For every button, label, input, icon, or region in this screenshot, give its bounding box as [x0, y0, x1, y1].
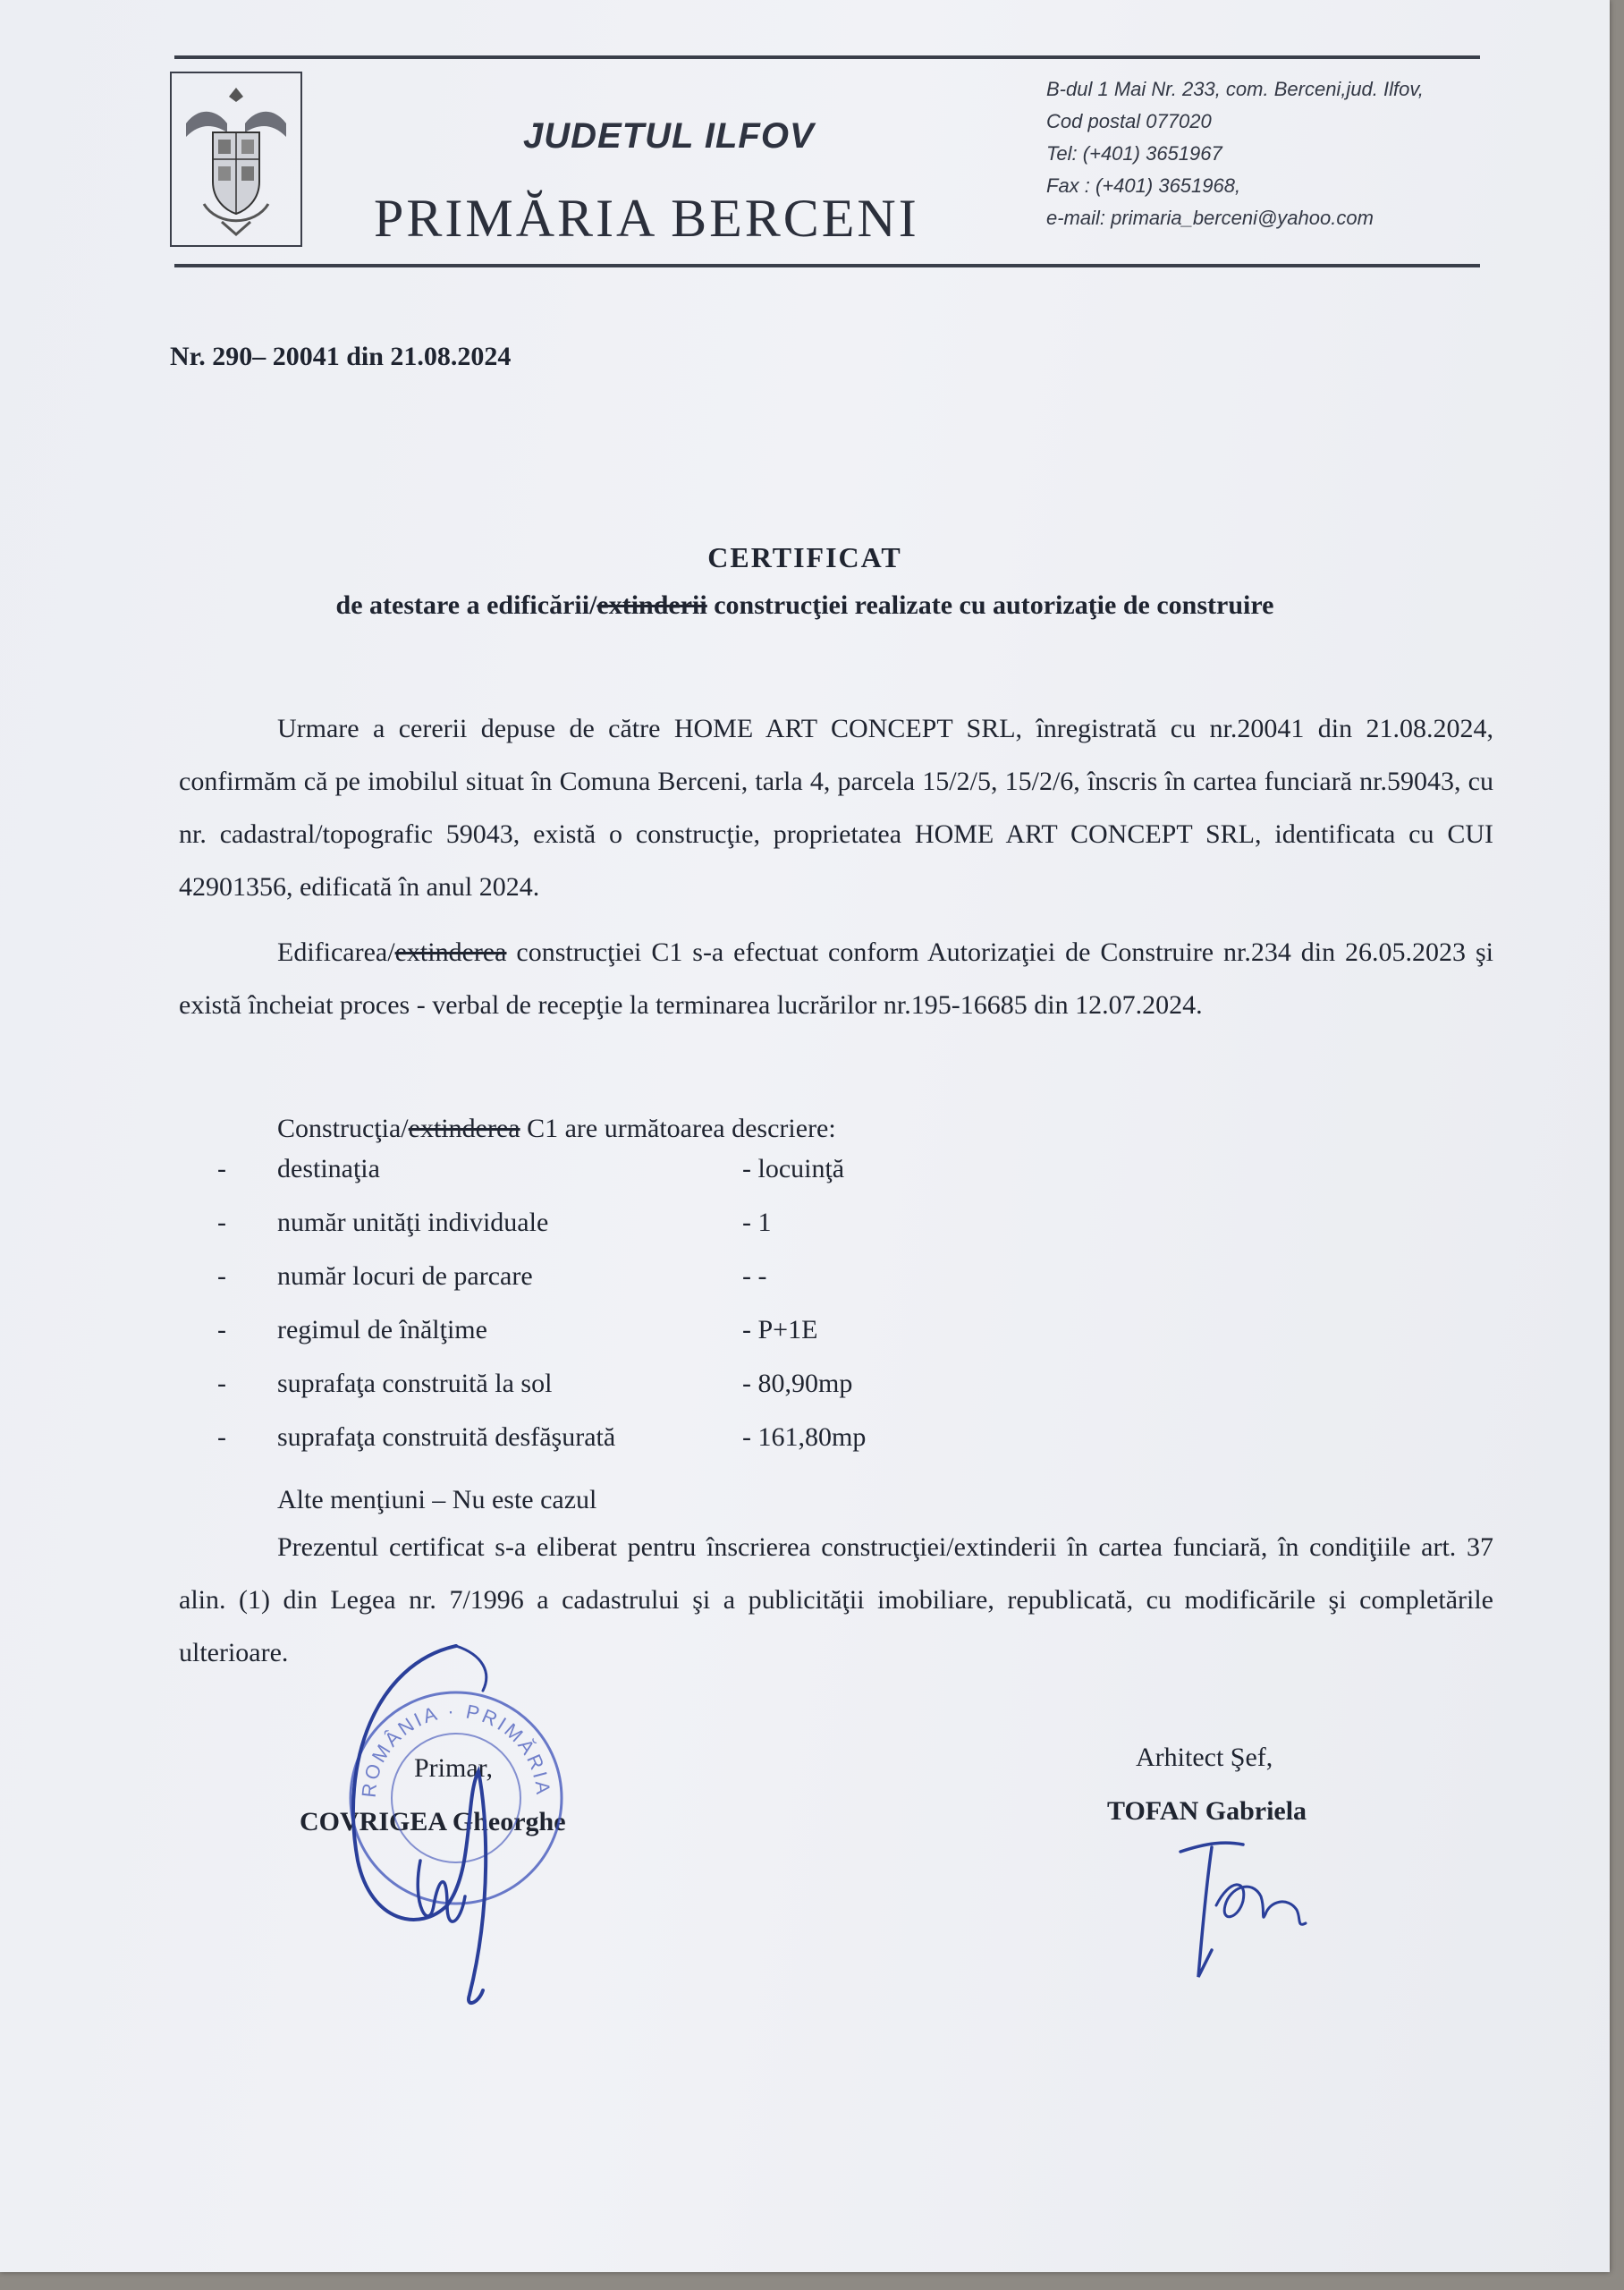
list-item [0, 1208, 1610, 1243]
mayor-title: Primar, [414, 1753, 493, 1783]
list-value: - - [742, 1261, 767, 1291]
document-subtitle [0, 590, 1610, 621]
document-title: CERTIFICAT [707, 541, 902, 573]
list-item [0, 1261, 1610, 1297]
list-dash: - [217, 1154, 226, 1183]
mayor-name: COVRIGEA Gheorghe [300, 1807, 566, 1836]
paragraph-2-struck: extinderea [394, 937, 507, 967]
subtitle-part1: de atestare a edificării/ [335, 590, 597, 620]
list-item [0, 1154, 1610, 1190]
paragraph-2-part2: construcţiei C1 s-a efectuat conform Autorizaţiei de Construire nr.234 din 26.05.2023 şi există încheiat proces - verbal de recepţie la terminarea lucrărilor nr.195-16685 din 12.07.2024. [179, 937, 1493, 1020]
paragraph-4-text: Prezentul certificat s-a eliberat pentru înscrierea construcţiei/extinderii în cartea funciară, în condiţiile art. 37 alin. (1) din Legea nr. 7/1996 a cadastrului şi a publicităţii imobiliare, republicată, cu modificările şi completările ulterioare. [179, 1532, 1493, 1667]
paragraph-3-struck: extinderea [408, 1114, 520, 1143]
county-name: JUDETUL ILFOV [523, 116, 815, 156]
list-dash: - [217, 1261, 226, 1291]
contact-address: B-dul 1 Mai Nr. 233, com. Berceni,jud. Ilfov, [1046, 78, 1424, 100]
architect-signature-icon [1163, 1825, 1324, 1986]
list-value: - P+1E [742, 1315, 818, 1344]
architect-name: TOFAN Gabriela [1107, 1796, 1307, 1826]
list-value: - locuinţă [742, 1154, 845, 1183]
list-label: destinaţia [277, 1154, 380, 1183]
contact-block [1046, 73, 1424, 234]
paragraph-description-intro [179, 1102, 1493, 1155]
paragraph-request [179, 702, 1493, 913]
paragraph-2-part1: Edificarea/ [277, 937, 395, 967]
list-value: - 1 [742, 1208, 772, 1237]
paragraph-1-text: Urmare a cererii depuse de către HOME ART CONCEPT SRL, înregistrată cu nr.20041 din 21.08.2024, confirmăm că pe imobilul situat în Comuna Berceni, tarla 4, parcela 15/2/5, 15/2/6, înscris în cartea funciară nr.59043, cu nr. cadastral/topografic 59043, există o construcţie, proprietatea HOME ART CONCEPT SRL, identificata cu CUI 42901356, edificată în anul 2024. [179, 714, 1493, 902]
mayoralty-name: PRIMĂRIA BERCENI [374, 189, 919, 248]
contact-phone: Tel: (+401) 3651967 [1046, 142, 1222, 165]
subtitle-part2: construcţiei realizate cu autorizaţie de construire [706, 590, 1274, 620]
subtitle-struck: extinderii [596, 590, 707, 620]
architect-title: Arhitect Şef, [1136, 1743, 1273, 1772]
coat-of-arms-icon [168, 70, 304, 249]
list-value: - 80,90mp [742, 1369, 853, 1398]
list-label: număr unităţi individuale [277, 1208, 549, 1237]
list-dash: - [217, 1369, 226, 1398]
top-rule [174, 55, 1480, 59]
paragraph-3-part2: C1 are următoarea descriere: [520, 1114, 836, 1143]
other-mentions: Alte menţiuni – Nu este cazul [277, 1485, 597, 1514]
list-label: suprafaţa construită desfăşurată [277, 1422, 616, 1452]
stamp-text: ROMÂNIA · PRIMĂRIA [357, 1699, 555, 1799]
paragraph-3-part1: Construcţia/ [277, 1114, 409, 1143]
list-label: regimul de înălţime [277, 1315, 487, 1344]
list-dash: - [217, 1422, 226, 1452]
header-rule [174, 264, 1480, 267]
contact-postal-code: Cod postal 077020 [1046, 110, 1212, 132]
list-label: număr locuri de parcare [277, 1261, 533, 1291]
list-dash: - [217, 1315, 226, 1344]
paragraph-authorization [179, 926, 1493, 1031]
mayor-signature-icon [322, 1637, 590, 2013]
list-value: - 161,80mp [742, 1422, 867, 1452]
list-item [0, 1422, 1610, 1458]
list-label: suprafaţa construită la sol [277, 1369, 553, 1398]
list-dash: - [217, 1208, 226, 1237]
contact-fax: Fax : (+401) 3651968, [1046, 174, 1241, 197]
list-item [0, 1315, 1610, 1351]
registration-number: Nr. 290– 20041 din 21.08.2024 [170, 342, 512, 371]
contact-email: e-mail: primaria_berceni@yahoo.com [1046, 207, 1374, 229]
list-item [0, 1369, 1610, 1404]
